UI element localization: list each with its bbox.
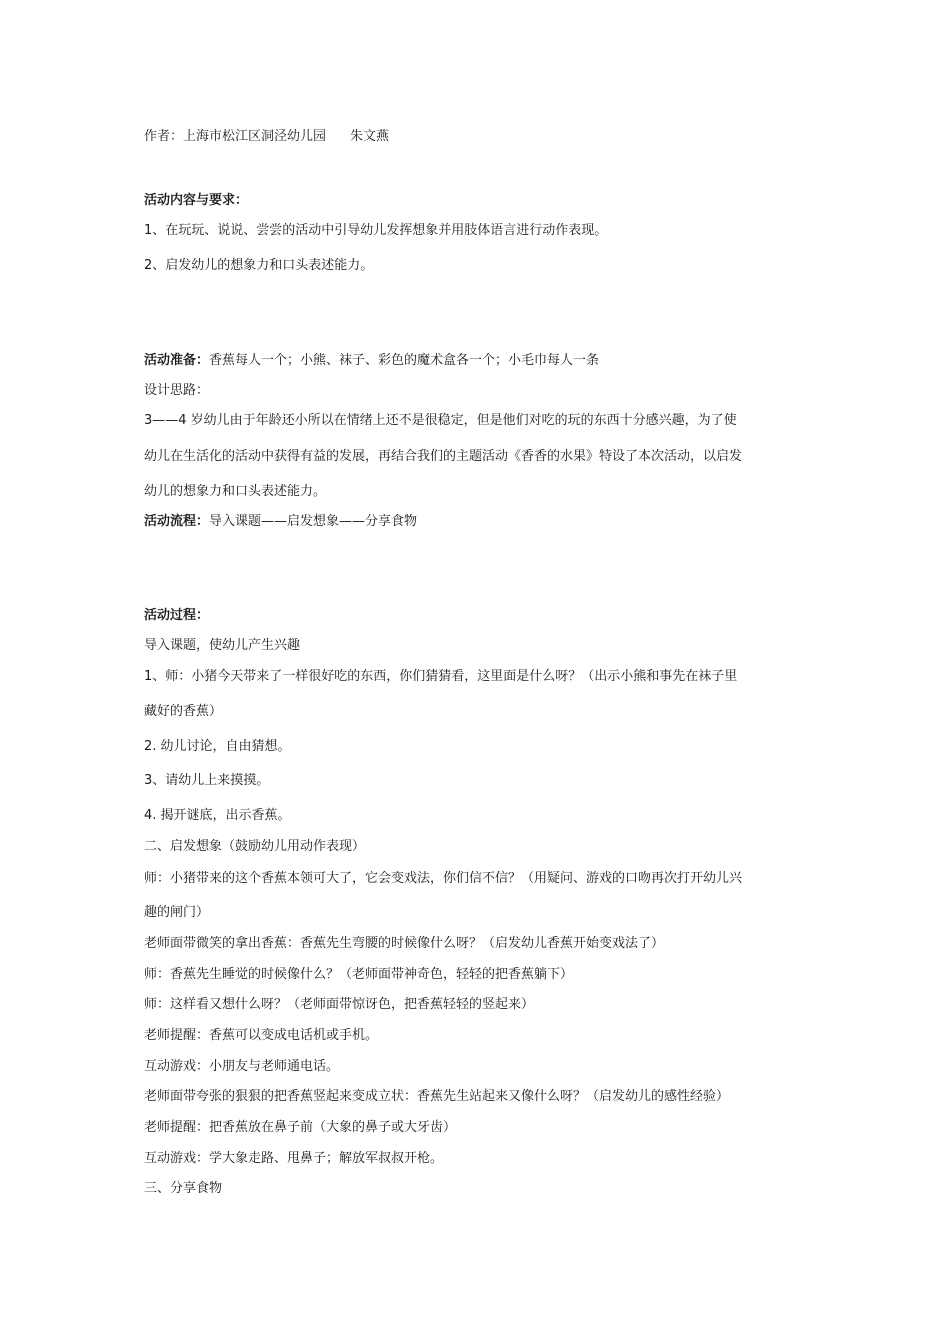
author-name: 朱文燕 bbox=[350, 129, 390, 144]
design-paragraph-line-1: 3——4 岁幼儿由于年龄还小所以在情绪上还不是很稳定，但是他们对吃的玩的东西十分感兴趣，为了使 bbox=[144, 413, 737, 428]
process-step-3: 3、请幼儿上来摸摸。 bbox=[144, 773, 270, 788]
process-heading: 活动过程： bbox=[144, 608, 210, 623]
section-2-line-5: 老师提醒：香蕉可以变成电话机或手机。 bbox=[144, 1028, 379, 1043]
design-paragraph-line-2: 幼儿在生活化的活动中获得有益的发展，再结合我们的主题活动《香香的水果》特设了本次活动，以启发 bbox=[144, 449, 743, 464]
process-intro: 导入课题，使幼儿产生兴趣 bbox=[144, 638, 301, 653]
section-2-line-1b: 趣的闸门） bbox=[144, 905, 210, 920]
flow-line bbox=[144, 514, 417, 530]
design-paragraph-line-3: 幼儿的想象力和口头表述能力。 bbox=[144, 484, 327, 499]
process-step-1-line-1: 1、师：小猪今天带来了一样很好吃的东西，你们猜猜看，这里面是什么呀？（出示小熊和事先在袜子里 bbox=[144, 669, 738, 684]
section-2-line-2: 老师面带微笑的拿出香蕉：香蕉先生弯腰的时候像什么呀？（启发幼儿香蕉开始变戏法了） bbox=[144, 936, 665, 951]
section-2-line-9: 互动游戏：学大象走路、甩鼻子；解放军叔叔开枪。 bbox=[144, 1151, 444, 1166]
process-step-1-line-2: 藏好的香蕉） bbox=[144, 704, 223, 719]
section-2-line-7: 老师面带夸张的狠狠的把香蕉竖起来变成立状：香蕉先生站起来又像什么呀？（启发幼儿的感性经验） bbox=[144, 1089, 730, 1104]
section-2-line-8: 老师提醒：把香蕉放在鼻子前（大象的鼻子或大牙齿） bbox=[144, 1120, 457, 1135]
content-item-1: 1、在玩玩、说说、尝尝的活动中引导幼儿发挥想象并用肢体语言进行动作表现。 bbox=[144, 223, 608, 238]
content-item-2: 2、启发幼儿的想象力和口头表述能力。 bbox=[144, 258, 374, 273]
preparation-line bbox=[144, 353, 599, 369]
process-step-4: 4. 揭开谜底，出示香蕉。 bbox=[144, 808, 291, 823]
content-heading: 活动内容与要求： bbox=[144, 193, 249, 208]
section-3-heading: 三、分享食物 bbox=[144, 1181, 223, 1196]
process-step-2: 2. 幼儿讨论，自由猜想。 bbox=[144, 739, 291, 754]
preparation-label: 活动准备： bbox=[144, 353, 210, 368]
design-label: 设计思路： bbox=[144, 383, 210, 398]
author-line bbox=[144, 129, 389, 145]
flow-text: 导入课题——启发想象——分享食物 bbox=[209, 514, 418, 529]
section-2-line-1a: 师：小猪带来的这个香蕉本领可大了，它会变戏法，你们信不信？（用疑问、游戏的口吻再次打开幼儿兴 bbox=[144, 871, 743, 886]
section-2-line-3: 师：香蕉先生睡觉的时候像什么？（老师面带神奇色，轻轻的把香蕉躺下） bbox=[144, 967, 574, 982]
section-2-line-6: 互动游戏：小朋友与老师通电话。 bbox=[144, 1059, 340, 1074]
author-label: 作者：上海市松江区洞泾幼儿园 bbox=[144, 129, 327, 144]
flow-label: 活动流程： bbox=[144, 514, 210, 529]
section-2-line-4: 师：这样看又想什么呀？（老师面带惊讶色，把香蕉轻轻的竖起来） bbox=[144, 997, 535, 1012]
section-2-heading: 二、启发想象（鼓励幼儿用动作表现） bbox=[144, 839, 366, 854]
preparation-text: 香蕉每人一个；小熊、袜子、彩色的魔术盒各一个；小毛巾每人一条 bbox=[209, 353, 600, 368]
